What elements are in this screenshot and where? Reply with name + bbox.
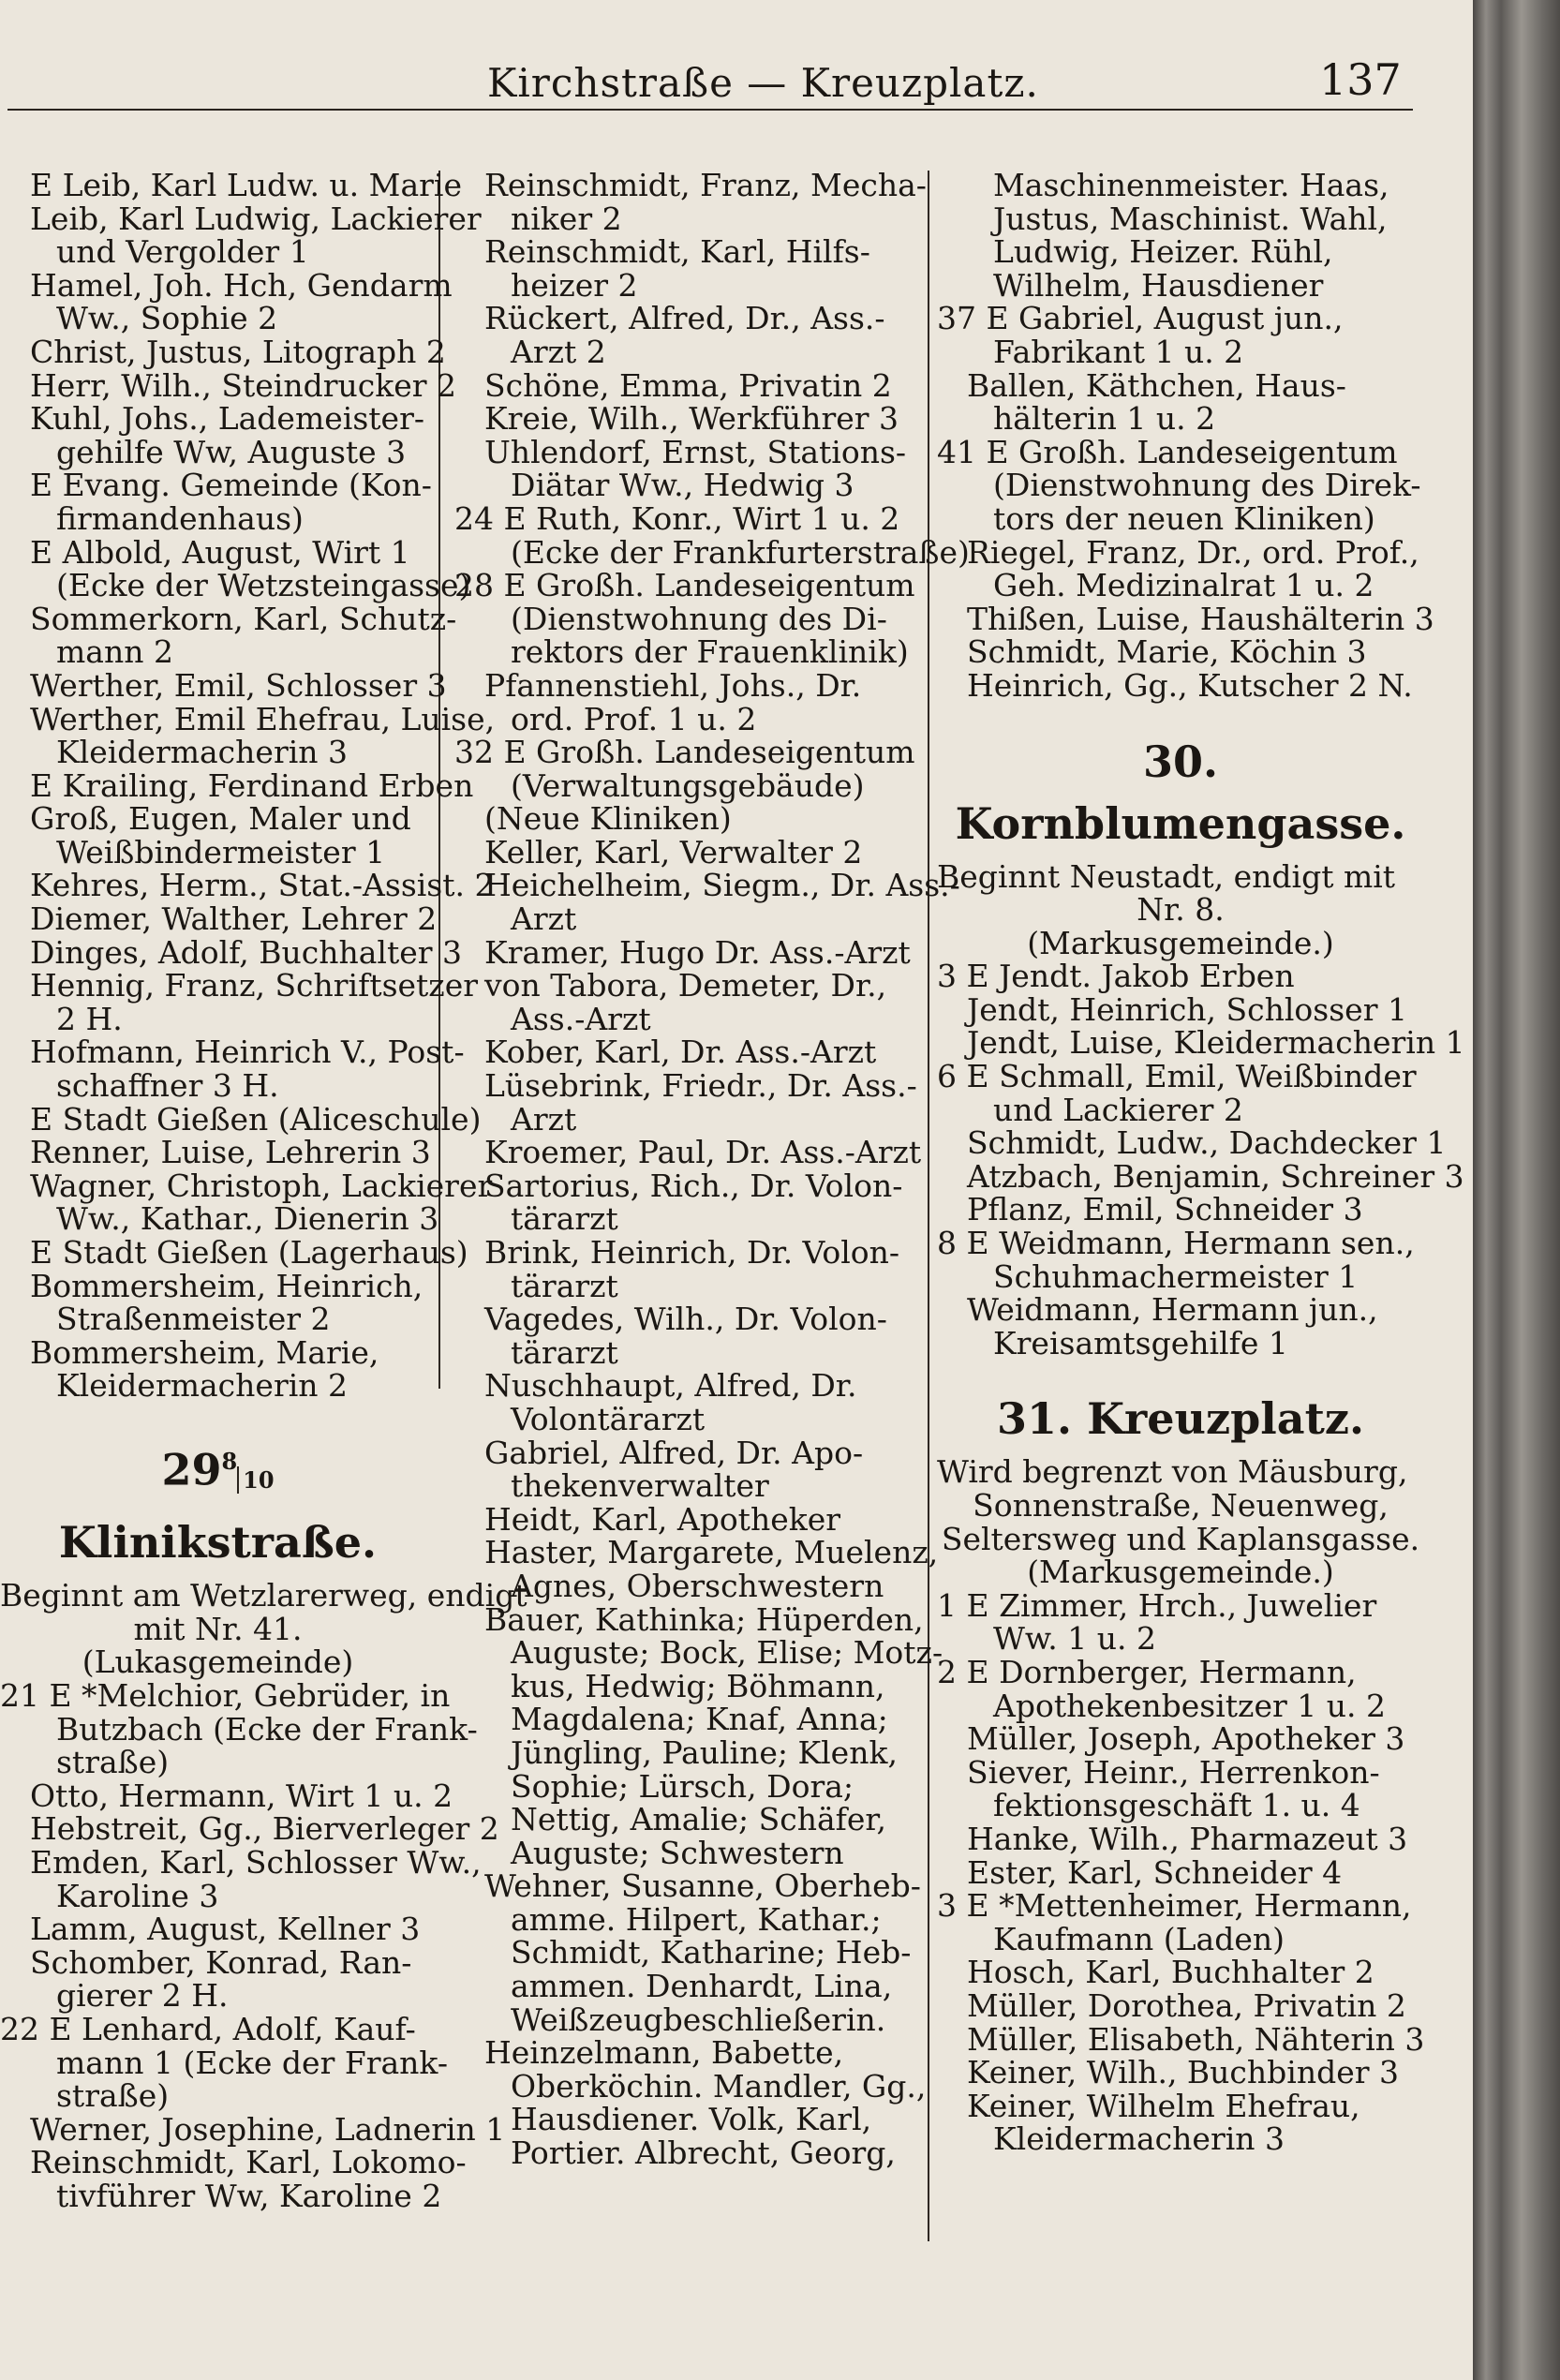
entry-line: Ww., Sophie 2 xyxy=(56,300,278,337)
entry-line: Heidt, Karl, Apotheker xyxy=(484,1500,841,1538)
entry-line: Sophie; Lürsch, Dora; xyxy=(511,1767,854,1805)
entry-line: Ballen, Käthchen, Haus- xyxy=(967,366,1346,404)
column-middle xyxy=(454,167,970,2172)
entry-line: Pfannenstiehl, Johs., Dr. xyxy=(484,666,862,704)
entry-line: Heinzelmann, Babette, xyxy=(484,2034,844,2072)
entry-line: 3 E *Mettenheimer, Hermann, xyxy=(937,1887,1412,1925)
entry-line: Müller, Joseph, Apotheker 3 xyxy=(967,1720,1405,1758)
entry-line: 28 E Großh. Landeseigentum xyxy=(454,567,915,604)
entry-line: (Ecke der Frankfurterstraße) xyxy=(511,533,970,571)
section-heading-31: 31. Kreuzplatz. xyxy=(997,1393,1364,1445)
entry-line: Heichelheim, Siegm., Dr. Ass.- xyxy=(484,867,960,904)
entry-line: Müller, Dorothea, Privatin 2 xyxy=(967,1986,1406,2024)
entry-line: Brink, Heinrich, Dr. Volon- xyxy=(484,1234,900,1271)
section-sub: 10 xyxy=(237,1466,274,1494)
header-rule xyxy=(7,109,1413,111)
entry-line: Auguste; Bock, Elise; Motz- xyxy=(511,1634,943,1672)
entry-line: Hofmann, Heinrich V., Post- xyxy=(30,1034,465,1071)
entry-line: Keiner, Wilh., Buchbinder 3 xyxy=(967,2054,1400,2091)
entry-line: Kleidermacherin 2 xyxy=(56,1367,349,1405)
entry-line: tärarzt xyxy=(511,1333,618,1371)
entry-line: Müller, Elisabeth, Nähterin 3 xyxy=(967,2020,1425,2058)
entry-line: Hosch, Karl, Buchhalter 2 xyxy=(967,1954,1374,1991)
column-left xyxy=(0,167,527,2214)
entry-line: (Dienstwohnung des Direk- xyxy=(993,467,1421,504)
entry-line: 41 E Großh. Landeseigentum xyxy=(937,433,1398,470)
entry-line: gehilfe Ww, Auguste 3 xyxy=(56,433,407,470)
entry-line: Weißbindermeister 1 xyxy=(56,833,386,870)
entry-line: ord. Prof. 1 u. 2 xyxy=(511,700,757,737)
entry-line: Geh. Medizinalrat 1 u. 2 xyxy=(993,567,1374,604)
entry-line: Ass.-Arzt xyxy=(511,1000,651,1037)
entry-line: Vagedes, Wilh., Dr. Volon- xyxy=(484,1301,887,1338)
entry-line: Otto, Hermann, Wirt 1 u. 2 xyxy=(30,1777,453,1814)
entry-line: Reinschmidt, Franz, Mecha- xyxy=(484,167,927,203)
entry-line: Ww., Kathar., Dienerin 3 xyxy=(56,1200,439,1238)
entry-line: Hanke, Wilh., Pharmazeut 3 xyxy=(967,1820,1408,1857)
entry-line: thekenverwalter xyxy=(511,1467,769,1505)
entry-line: Kehres, Herm., Stat.-Assist. 2 xyxy=(30,867,495,904)
entry-line: Rückert, Alfred, Dr., Ass.- xyxy=(484,300,885,337)
entry-line: Jüngling, Pauline; Klenk, xyxy=(511,1733,898,1771)
entry-line: heizer 2 xyxy=(511,266,638,304)
entry-line: Karoline 3 xyxy=(56,1877,219,1914)
entry-line: Keller, Karl, Verwalter 2 xyxy=(484,833,863,870)
entry-line: Auguste; Schwestern xyxy=(511,1834,844,1871)
entry-line: und Vergolder 1 xyxy=(56,233,309,271)
entry-line: Hennig, Franz, Schriftsetzer xyxy=(30,967,479,1004)
page-number: 137 xyxy=(1319,54,1402,105)
entry-line: 2 E Dornberger, Hermann, xyxy=(937,1653,1357,1690)
entry-line: Gabriel, Alfred, Dr. Apo- xyxy=(484,1434,864,1471)
entry-line: Schmidt, Ludw., Dachdecker 1 xyxy=(967,1124,1447,1162)
entry-line: Bommersheim, Marie, xyxy=(30,1333,379,1371)
entry-line: Portier. Albrecht, Georg, xyxy=(511,2135,896,2172)
entry-line: Schmidt, Katharine; Heb- xyxy=(511,1934,912,1971)
entry-line: fektionsgeschäft 1. u. 4 xyxy=(993,1787,1360,1824)
entry-line: E Albold, August, Wirt 1 xyxy=(30,533,410,571)
entry-line: Ludwig, Heizer. Rühl, xyxy=(993,233,1333,271)
section-intro: mit Nr. 41. xyxy=(133,1610,303,1647)
entry-line: Wilhelm, Hausdiener xyxy=(993,266,1324,304)
entry-line: Pflanz, Emil, Schneider 3 xyxy=(967,1191,1363,1228)
col1-section-entries xyxy=(0,1577,527,2214)
entry-line: von Tabora, Demeter, Dr., xyxy=(484,967,887,1004)
entry-line: (Ecke der Wetzsteingasse) xyxy=(56,567,471,604)
entry-line: Wehner, Susanne, Oberheb- xyxy=(484,1867,921,1905)
entry-line: Kleidermacherin 3 xyxy=(56,734,349,771)
section-title: Klinikstraße. xyxy=(58,1517,378,1569)
entry-line: Magdalena; Knaf, Anna; xyxy=(511,1701,888,1738)
entry-line: 22 E Lenhard, Adolf, Kauf- xyxy=(0,2011,416,2048)
entry-line: Diätar Ww., Hedwig 3 xyxy=(511,467,854,504)
entry-line: Straßenmeister 2 xyxy=(56,1301,331,1338)
entry-line: gierer 2 H. xyxy=(56,1977,229,2015)
entry-line: Hamel, Joh. Hch, Gendarm xyxy=(30,266,453,304)
entry-line: Butzbach (Ecke der Frank- xyxy=(56,1710,478,1748)
entry-line: Siever, Heinr., Herrenkon- xyxy=(967,1753,1380,1791)
entry-line: straße) xyxy=(56,1744,170,1781)
entry-line: 8 E Weidmann, Hermann sen., xyxy=(937,1225,1415,1262)
entry-line: Justus, Maschinist. Wahl, xyxy=(993,200,1388,237)
section-parish: (Lukasgemeinde) xyxy=(82,1644,354,1681)
column-right xyxy=(937,167,1465,2158)
entry-line: schaffner 3 H. xyxy=(56,1067,279,1105)
entry-line: mann 2 xyxy=(56,633,173,671)
entry-line: kus, Hedwig; Böhmann, xyxy=(511,1667,885,1704)
entry-line: 3 E Jendt. Jakob Erben xyxy=(937,958,1295,995)
entry-line: Agnes, Oberschwestern xyxy=(511,1567,884,1604)
entry-line: tors der neuen Kliniken) xyxy=(993,499,1375,537)
section-intro: Sonnenstraße, Neuenweg, xyxy=(973,1487,1389,1524)
entry-line: Jendt, Luise, Kleidermacherin 1 xyxy=(967,1024,1465,1062)
entry-line: Groß, Eugen, Maler und xyxy=(30,800,411,838)
section-intro: Seltersweg und Kaplansgasse. xyxy=(941,1520,1420,1557)
entry-line: Dinges, Adolf, Buchhalter 3 xyxy=(30,933,463,971)
entry-line: 6 E Schmall, Emil, Weißbinder xyxy=(937,1058,1417,1095)
entry-line: 32 E Großh. Landeseigentum xyxy=(454,734,915,771)
entry-line: Arzt 2 xyxy=(511,333,606,370)
entry-line: E Stadt Gießen (Lagerhaus) xyxy=(30,1234,468,1271)
entry-line: Kaufmann (Laden) xyxy=(993,1920,1285,1957)
entry-line: Kober, Karl, Dr. Ass.-Arzt xyxy=(484,1034,877,1071)
entry-line: Reinschmidt, Karl, Hilfs- xyxy=(484,233,870,271)
entry-line: Arzt xyxy=(511,900,577,938)
entry-line: Christ, Justus, Litograph 2 xyxy=(30,333,446,370)
entry-line: Bommersheim, Heinrich, xyxy=(30,1267,423,1304)
running-head: Kirchstraße — Kreuzplatz. xyxy=(487,60,1039,106)
entry-line: Kreisamtsgehilfe 1 xyxy=(993,1324,1288,1361)
entry-line: niker 2 xyxy=(511,200,622,237)
entry-line: (Verwaltungsgebäude) xyxy=(511,766,865,804)
entry-line: ammen. Denhardt, Lina, xyxy=(511,1968,893,2005)
entry-line: Hausdiener. Volk, Karl, xyxy=(511,2101,872,2138)
entry-line: Schöne, Emma, Privatin 2 xyxy=(484,366,892,404)
entry-line: Fabrikant 1 u. 2 xyxy=(993,333,1244,370)
entry-line: (Neue Kliniken) xyxy=(484,800,732,838)
entry-line: Sommerkorn, Karl, Schutz- xyxy=(30,600,457,637)
entry-line: 2 H. xyxy=(56,1000,123,1037)
section-parish: (Markusgemeinde.) xyxy=(1027,1554,1334,1591)
entry-line: Wagner, Christoph, Lackierer xyxy=(30,1167,493,1204)
entry-line: tärarzt xyxy=(511,1200,618,1238)
entry-line: firmandenhaus) xyxy=(56,499,304,537)
entry-line: Apothekenbesitzer 1 u. 2 xyxy=(993,1687,1386,1724)
entry-line: Nuschhaupt, Alfred, Dr. xyxy=(484,1367,857,1405)
entry-line: Lüsebrink, Friedr., Dr. Ass.- xyxy=(484,1067,917,1105)
entry-line: Jendt, Heinrich, Schlosser 1 xyxy=(967,990,1407,1028)
section-intro: Beginnt am Wetzlarerweg, endigt xyxy=(0,1577,527,1614)
entry-line: 24 E Ruth, Konr., Wirt 1 u. 2 xyxy=(454,499,900,537)
page-header xyxy=(0,47,1473,112)
entry-line: und Lackierer 2 xyxy=(993,1091,1243,1128)
entry-line: Bauer, Kathinka; Hüperden, xyxy=(484,1600,924,1638)
entry-line: Werther, Emil Ehefrau, Luise, xyxy=(30,700,496,737)
entry-line: Heinrich, Gg., Kutscher 2 N. xyxy=(967,666,1413,704)
entry-line: Schuhmachermeister 1 xyxy=(993,1257,1359,1295)
entry-line: Riegel, Franz, Dr., ord. Prof., xyxy=(967,533,1419,571)
entry-line: Schomber, Konrad, Ran- xyxy=(30,1943,412,1981)
entry-line: Schmidt, Marie, Köchin 3 xyxy=(967,633,1367,671)
entry-line: Emden, Karl, Schlosser Ww., xyxy=(30,1844,482,1882)
entry-line: Haster, Margarete, Muelenz, xyxy=(484,1534,939,1571)
entry-line: E Stadt Gießen (Aliceschule) xyxy=(30,1100,482,1138)
entry-line: Kreie, Wilh., Werkführer 3 xyxy=(484,400,899,438)
entry-line: Maschinenmeister. Haas, xyxy=(993,167,1389,203)
entry-line: Renner, Luise, Lehrerin 3 xyxy=(30,1134,431,1171)
entry-line: Thißen, Luise, Haushälterin 3 xyxy=(967,600,1434,637)
section-sup: 8 xyxy=(221,1447,238,1475)
entry-line: Ester, Karl, Schneider 4 xyxy=(967,1853,1343,1891)
entry-line: Leib, Karl Ludwig, Lackierer xyxy=(30,200,482,237)
entry-line: Volontärarzt xyxy=(511,1400,706,1437)
entry-line: straße) xyxy=(56,2077,170,2115)
entry-line: Werner, Josephine, Ladnerin 1 xyxy=(30,2110,506,2148)
entry-line: tivführer Ww, Karoline 2 xyxy=(56,2177,442,2214)
column-divider-right xyxy=(928,171,929,2241)
entry-line: Kramer, Hugo Dr. Ass.-Arzt xyxy=(484,933,911,971)
entry-line: amme. Hilpert, Kathar.; xyxy=(511,1900,882,1938)
entry-line: mann 1 (Ecke der Frank- xyxy=(56,2044,448,2081)
entry-line: 37 E Gabriel, August jun., xyxy=(937,300,1344,337)
entry-line: Oberköchin. Mandler, Gg., xyxy=(511,2067,927,2105)
book-edge xyxy=(1473,0,1560,2380)
entry-line: 1 E Zimmer, Hrch., Juwelier xyxy=(937,1586,1377,1624)
section-heading-30: 30. Kornblumengasse. xyxy=(955,736,1406,849)
entry-line: Keiner, Wilhelm Ehefrau, xyxy=(967,2087,1360,2124)
entry-line: Hebstreit, Gg., Bierverleger 2 xyxy=(30,1810,499,1848)
section-intro: Beginnt Neustadt, endigt mit xyxy=(937,857,1396,895)
entry-line: E Krailing, Ferdinand Erben xyxy=(30,766,474,804)
section-heading-29 xyxy=(0,1431,436,1573)
entry-line: Weidmann, Hermann jun., xyxy=(967,1291,1378,1329)
entry-line: Lamm, August, Kellner 3 xyxy=(30,1911,421,1948)
entry-line: Kleidermacherin 3 xyxy=(993,2120,1285,2158)
entry-line: Herr, Wilh., Steindrucker 2 xyxy=(30,366,457,404)
entry-line: Reinschmidt, Karl, Lokomo- xyxy=(30,2144,467,2181)
entry-line: E Evang. Gemeinde (Kon- xyxy=(30,467,432,504)
entry-line: Diemer, Walther, Lehrer 2 xyxy=(30,900,438,938)
section-intro: Nr. 8. xyxy=(1137,891,1225,929)
entry-line: Atzbach, Benjamin, Schreiner 3 xyxy=(967,1157,1464,1195)
entry-line: Weißzeugbeschließerin. xyxy=(511,2001,886,2038)
entry-line: tärarzt xyxy=(511,1267,618,1304)
entry-line: (Dienstwohnung des Di- xyxy=(511,600,887,637)
entry-line: 21 E *Melchior, Gebrüder, in xyxy=(0,1677,451,1715)
entry-line: E Leib, Karl Ludw. u. Marie xyxy=(30,167,462,203)
entry-line: hälterin 1 u. 2 xyxy=(993,400,1216,438)
section-parish: (Markusgemeinde.) xyxy=(1027,924,1334,961)
section-number: 29 xyxy=(161,1444,222,1495)
entry-line: Kuhl, Johs., Lademeister- xyxy=(30,400,424,438)
entry-line: Kroemer, Paul, Dr. Ass.-Arzt xyxy=(484,1134,922,1171)
entry-line: Sartorius, Rich., Dr. Volon- xyxy=(484,1167,903,1204)
entry-line: Nettig, Amalie; Schäfer, xyxy=(511,1801,887,1838)
section-intro: Wird begrenzt von Mäusburg, xyxy=(937,1453,1408,1491)
entry-line: rektors der Frauenklinik) xyxy=(511,633,909,671)
entry-line: Werther, Emil, Schlosser 3 xyxy=(30,666,447,704)
entry-line: Ww. 1 u. 2 xyxy=(993,1620,1156,1658)
col1-entries xyxy=(0,167,496,1405)
entry-line: Uhlendorf, Ernst, Stations- xyxy=(484,433,907,470)
entry-line: Arzt xyxy=(511,1100,577,1138)
